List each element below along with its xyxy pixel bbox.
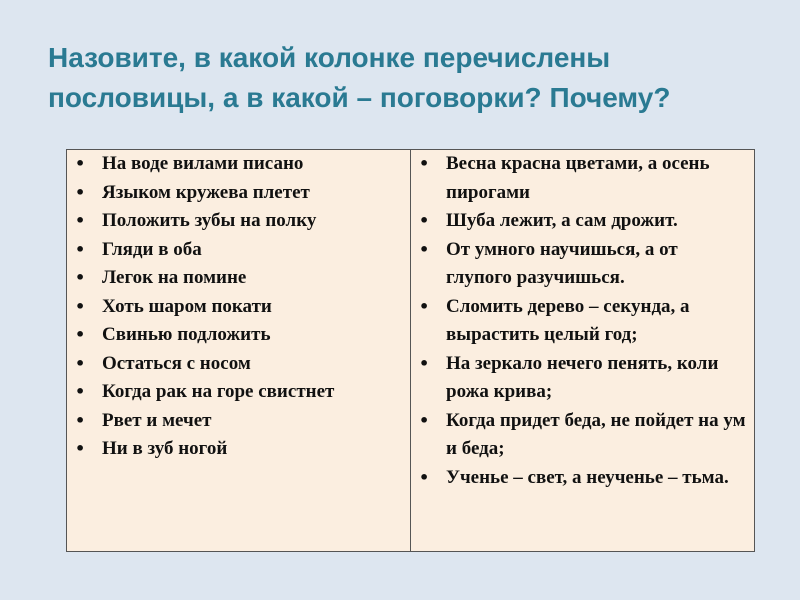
list-item <box>411 407 754 464</box>
bullet-icon: • <box>75 439 86 458</box>
list-item <box>411 236 754 293</box>
left-column-cell <box>67 150 411 552</box>
bullet-icon: • <box>419 467 430 487</box>
list-item-text: Весна красна цветами, а осень пирогами <box>446 153 710 203</box>
list-item-text: Хоть шаром покати <box>102 295 272 317</box>
bullet-icon: • <box>75 382 86 401</box>
list-item-text: Остаться с носом <box>102 352 251 374</box>
list-item-text: Легок на помине <box>102 267 247 288</box>
list-item <box>411 350 754 407</box>
bullet-icon: • <box>419 353 430 373</box>
list-item <box>67 378 410 407</box>
table-row <box>67 150 755 552</box>
list-item-text: Ученье – свет, а неученье – тьма. <box>446 466 729 488</box>
bullet-icon: • <box>75 239 86 259</box>
list-item <box>411 150 754 207</box>
proverbs-sayings-table <box>66 149 755 552</box>
bullet-icon: • <box>75 211 86 230</box>
left-column-list <box>67 150 410 464</box>
bullet-icon: • <box>419 154 430 173</box>
bullet-icon: • <box>75 325 86 344</box>
bullet-icon: • <box>75 154 86 173</box>
list-item-text: Когда придет беда, не пойдет на ум и беда; <box>446 409 746 459</box>
list-item-text: От умного научишься, а от глупого разучишься. <box>446 238 678 288</box>
list-item-text: Языком кружева плетет <box>102 181 310 203</box>
list-item-text: Сломить дерево – секунда, а вырастить целый год; <box>446 295 690 345</box>
list-item-text: Рвет и мечет <box>102 409 212 431</box>
list-item-text: Ни в зуб ногой <box>102 438 228 459</box>
bullet-icon: • <box>75 296 86 316</box>
list-item <box>67 179 410 208</box>
bullet-icon: • <box>419 239 430 259</box>
list-item-text: Положить зубы на полку <box>102 210 317 231</box>
bullet-icon: • <box>419 211 430 230</box>
bullet-icon: • <box>419 296 430 316</box>
list-item <box>411 207 754 236</box>
list-item-text: На зеркало нечего пенять, коли рожа крива; <box>446 352 719 402</box>
bullet-icon: • <box>75 410 86 430</box>
list-item <box>67 321 410 350</box>
right-column-list <box>411 150 754 492</box>
bullet-icon: • <box>75 268 86 287</box>
list-item <box>67 407 410 436</box>
list-item <box>411 464 754 493</box>
list-item <box>67 264 410 293</box>
list-item <box>67 350 410 379</box>
list-item <box>411 293 754 350</box>
slide-title: Назовите, в какой колонке перечислены пословицы, а в какой – поговорки? Почему? <box>48 42 671 113</box>
list-item-text: Шуба лежит, а сам дрожит. <box>446 210 678 231</box>
right-column-cell <box>411 150 755 552</box>
list-item <box>67 293 410 322</box>
list-item-text: Когда рак на горе свистнет <box>102 381 335 402</box>
bullet-icon: • <box>419 410 430 430</box>
list-item <box>67 236 410 265</box>
list-item-text: Свинью подложить <box>102 324 271 345</box>
list-item-text: Гляди в оба <box>102 238 202 260</box>
list-item <box>67 207 410 236</box>
bullet-icon: • <box>75 182 86 202</box>
bullet-icon: • <box>75 353 86 373</box>
list-item <box>67 150 410 179</box>
list-item <box>67 435 410 464</box>
list-item-text: На воде вилами писано <box>102 153 304 174</box>
